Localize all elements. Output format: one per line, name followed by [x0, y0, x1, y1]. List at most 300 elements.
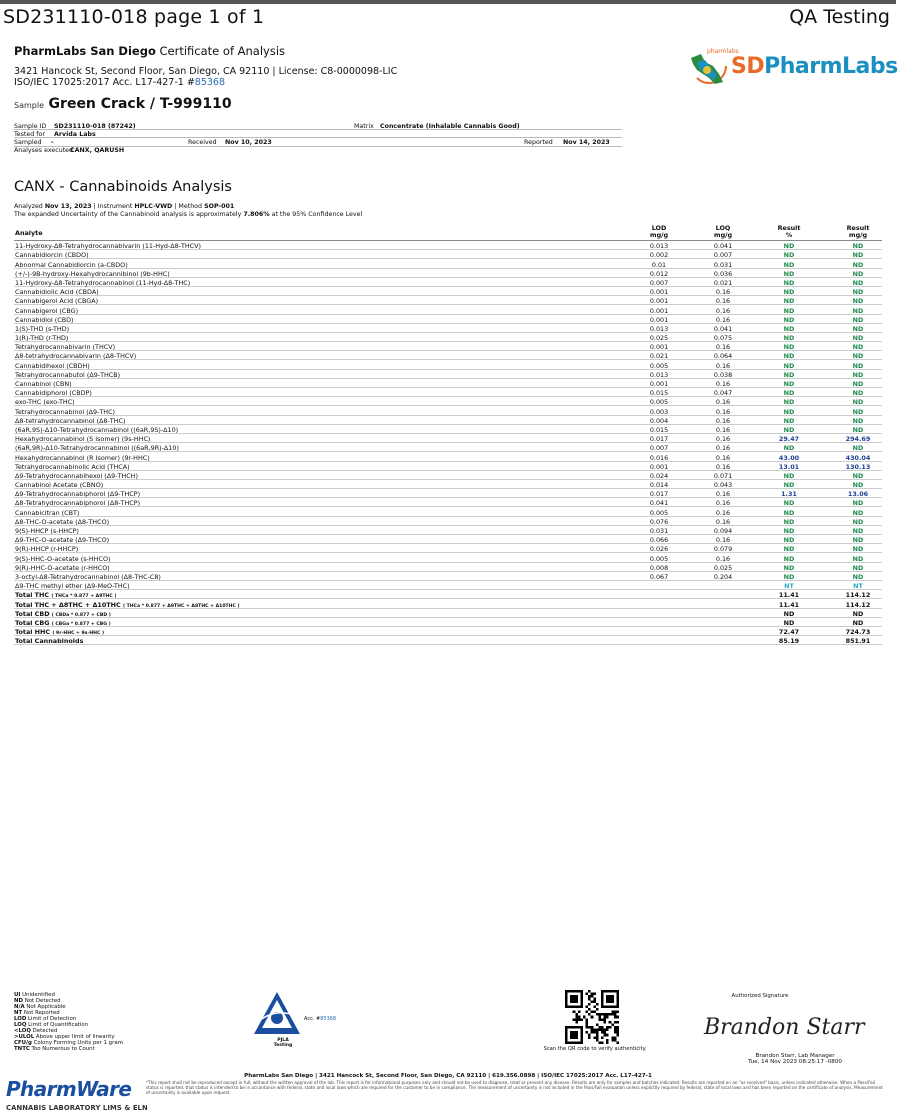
lod-value: 0.067 — [649, 572, 669, 581]
result-percent: ND — [783, 508, 795, 517]
table-row — [14, 535, 882, 544]
logo-sd: SD — [731, 54, 765, 79]
result-percent: ND — [783, 260, 795, 269]
result-percent: ND — [783, 334, 795, 343]
verification-qr-code[interactable] — [565, 990, 619, 1044]
total-formula: ( CBGa * 0.877 + CBG ) — [51, 621, 111, 627]
lod-value: 0.01 — [651, 260, 667, 269]
result-mg-per-g: ND — [852, 352, 864, 361]
sample-label: Sample — [14, 101, 44, 110]
result-percent: ND — [783, 471, 795, 480]
qr-caption: Scan the QR code to verify authenticity. — [543, 1046, 647, 1052]
total-mg-per-g: 851.91 — [845, 637, 871, 646]
tested-for-value: Arvida Labs — [54, 130, 96, 138]
lod-value: 0.021 — [649, 352, 669, 361]
result-percent: ND — [783, 407, 795, 416]
sample-heading — [14, 96, 232, 112]
sample-name: Green Crack / T-999110 — [48, 96, 232, 112]
loq-value: 0.071 — [713, 471, 733, 480]
analyte-name: Tetrahydrocannabinolic Acid (THCA) — [15, 462, 130, 471]
lod-value: 0.024 — [649, 471, 669, 480]
certificate-label: Certificate of Analysis — [159, 44, 286, 58]
lod-value: 0.005 — [649, 508, 669, 517]
table-row — [14, 269, 882, 278]
lod-value: 0.002 — [649, 251, 669, 260]
legend-meaning: Not Applicable — [26, 1004, 66, 1010]
result-mg-per-g: 130.13 — [845, 462, 871, 471]
lab-address — [14, 66, 397, 88]
qa-testing-header: QA Testing — [789, 6, 890, 28]
analyte-name: Cannabinol (CBN) — [15, 380, 72, 388]
result-mg-per-g: ND — [852, 370, 864, 379]
table-row — [14, 443, 882, 452]
table-header — [14, 224, 882, 241]
result-mg-per-g: ND — [852, 407, 864, 416]
uncertainty-note — [14, 211, 362, 219]
lod-value: 0.001 — [649, 315, 669, 324]
loq-value: 0.041 — [713, 324, 733, 333]
signatory-name: Brandon Starr, Lab Manager — [755, 1053, 835, 1059]
result-mg-per-g: ND — [852, 416, 864, 425]
result-percent: ND — [783, 352, 795, 361]
header-result-mg: Result mg/g — [846, 224, 870, 239]
analyte-name: (+/-)-9B-hydroxy-Hexahydrocannibinol (9b-HHC) — [15, 269, 170, 278]
total-label: Total THC — [15, 591, 50, 600]
legend-abbr: N/A — [14, 1004, 25, 1010]
section-meta — [14, 203, 362, 218]
header-analyte: Analyte — [15, 229, 43, 237]
analyte-name: 9(S)-HHC-O-acetate (s-HHCO) — [15, 554, 111, 563]
table-body — [14, 241, 882, 645]
lod-value: 0.026 — [649, 545, 669, 554]
received-label: Received — [188, 138, 217, 146]
handwritten-signature — [700, 1010, 880, 1040]
sample-id-label: Sample ID — [14, 122, 47, 130]
loq-value: 0.041 — [713, 242, 733, 251]
result-mg-per-g: ND — [852, 251, 864, 260]
analyte-name: Δ9-Tetrahydrocannabihexol (Δ9-THCH) — [15, 471, 138, 480]
table-row — [14, 471, 882, 480]
reported-label: Reported — [524, 138, 553, 146]
result-percent: ND — [783, 315, 795, 324]
pharmware-logo — [6, 1077, 148, 1113]
result-mg-per-g: ND — [852, 288, 864, 297]
total-percent: 11.41 — [778, 591, 800, 600]
total-label: Total THC + Δ8THC + Δ10THC — [15, 600, 121, 609]
result-mg-per-g: ND — [852, 481, 864, 490]
result-mg-per-g: ND — [852, 343, 864, 352]
footer-address: PharmLabs San Diego | 3421 Hancock St, Second Floor, San Diego, CA 92110 | 619.356.0898 | ISO/IEC 17025:2017 Acc. L17-427-1 — [244, 1073, 652, 1079]
table-row — [14, 563, 882, 572]
report-id-header: SD231110-018 page 1 of 1 — [3, 6, 265, 28]
lod-value: 0.003 — [649, 407, 669, 416]
analyses-label: Analyses executed — [14, 147, 74, 155]
total-label: Total HHC — [15, 628, 51, 637]
lod-value: 0.007 — [649, 278, 669, 287]
table-row — [14, 498, 882, 507]
lod-value: 0.016 — [649, 453, 669, 462]
info-row-tested-for — [14, 130, 622, 138]
lod-value: 0.001 — [649, 297, 669, 306]
table-row — [14, 370, 882, 379]
lod-value: 0.013 — [649, 370, 669, 379]
total-percent: 72.47 — [778, 628, 800, 637]
analyte-name: 1(S)-THD (s-THD) — [15, 324, 70, 333]
header-lod: LOD mg/g — [649, 224, 669, 239]
analyte-name: Tetrahydrocannabivarin (THCV) — [15, 343, 116, 352]
table-row — [14, 406, 882, 415]
pjla-number: 85368 — [320, 1016, 337, 1022]
loq-value: 0.16 — [715, 435, 731, 444]
table-row — [14, 462, 882, 471]
result-percent: ND — [783, 269, 795, 278]
uncertainty-suffix: at the 95% Confidence Level — [271, 210, 363, 218]
instrument-label: | Instrument — [93, 203, 133, 210]
loq-value: 0.16 — [715, 554, 731, 563]
instrument-value: HPLC-VWD — [134, 203, 173, 210]
loq-value: 0.16 — [715, 315, 731, 324]
legend-meaning: Not Detected — [24, 998, 61, 1004]
analyte-name: Δ9-THC methyl ether (Δ9-MeO-THC) — [15, 582, 130, 591]
total-formula: ( THCa * 0.877 + Δ9THC ) — [51, 594, 117, 600]
analyte-name: Δ8-tetrahydrocannabivarin (Δ8-THCV) — [15, 352, 137, 361]
address-line-1: 3421 Hancock St, Second Floor, San Diego, CA 92110 | License: C8-0000098-LIC — [14, 66, 398, 77]
method-value: SOP-001 — [204, 203, 235, 210]
result-percent: 29.47 — [778, 435, 800, 444]
table-row — [14, 416, 882, 425]
analyte-name: Cannabigerol Acid (CBGA) — [15, 297, 99, 306]
table-row — [14, 342, 882, 351]
table-row — [14, 544, 882, 553]
loq-value: 0.16 — [715, 490, 731, 499]
analyte-name: Δ8-Tetrahydrocannabiphorol (Δ8-THCP) — [15, 499, 141, 508]
loq-value: 0.16 — [715, 444, 731, 453]
total-row — [14, 599, 882, 608]
result-percent: ND — [783, 416, 795, 425]
analyte-name: 3-octyl-Δ8-Tetrahydrocannabinol (Δ8-THC-C8) — [15, 572, 161, 581]
total-name — [15, 591, 116, 599]
pharmware-wordmark: PharmWare — [6, 1077, 132, 1101]
result-mg-per-g: ND — [852, 444, 864, 453]
table-row — [14, 287, 882, 296]
legend-meaning: Above upper limit of linearity — [35, 1034, 115, 1040]
received-value: Nov 10, 2023 — [225, 138, 272, 146]
loq-value: 0.16 — [715, 380, 731, 388]
lod-value: 0.001 — [649, 306, 669, 315]
result-mg-per-g: 430.04 — [845, 453, 871, 462]
loq-value: 0.16 — [715, 306, 731, 315]
total-name — [15, 637, 83, 645]
result-percent: ND — [783, 361, 795, 370]
result-mg-per-g: ND — [852, 517, 864, 526]
table-row — [14, 259, 882, 268]
pjla-label: PJLA Testing — [273, 1038, 293, 1048]
result-mg-per-g: ND — [852, 278, 864, 287]
lab-title — [14, 44, 285, 58]
result-mg-per-g: ND — [852, 389, 864, 398]
result-percent: NT — [784, 582, 794, 591]
loq-value: 0.075 — [713, 334, 733, 343]
sample-id: SD231110-018 (87242) — [54, 122, 136, 130]
total-mg-per-g: 114.12 — [845, 600, 871, 609]
legend — [14, 992, 123, 1052]
loq-value: 0.16 — [715, 536, 731, 545]
header-result-pct: Result % — [777, 224, 801, 239]
loq-value: 0.16 — [715, 508, 731, 517]
result-percent: ND — [783, 527, 795, 535]
table-row — [14, 379, 882, 388]
table-row — [14, 250, 882, 259]
loq-value: 0.021 — [713, 278, 733, 287]
loq-value: 0.043 — [713, 481, 733, 490]
lod-value: 0.013 — [649, 242, 669, 251]
lod-value: 0.017 — [649, 490, 669, 499]
analyte-name: 1(R)-THD (r-THD) — [15, 334, 69, 343]
table-row — [14, 480, 882, 489]
total-label: Total CBD — [15, 609, 50, 618]
total-name — [15, 628, 104, 636]
loq-value: 0.064 — [713, 352, 733, 361]
analyte-name: (6aR,9S)-Δ10-Tetrahydrocannabinol ((6aR,9S)-Δ10) — [15, 425, 179, 434]
result-percent: 43.00 — [778, 453, 800, 462]
sampled-value: - — [51, 138, 54, 146]
logo-pharmlabs: PharmLabs — [764, 54, 898, 79]
table-row — [14, 315, 882, 324]
result-mg-per-g: 13.06 — [847, 490, 869, 499]
total-label: Total CBG — [15, 618, 50, 627]
lod-value: 0.005 — [649, 398, 669, 407]
table-row — [14, 489, 882, 498]
lod-value: 0.031 — [649, 527, 669, 535]
uncertainty-value: 7.806% — [243, 210, 270, 218]
address-line-2 — [14, 77, 397, 88]
loq-value: 0.16 — [715, 453, 731, 462]
result-percent: ND — [783, 288, 795, 297]
loq-value: 0.16 — [715, 499, 731, 508]
total-mg-per-g: ND — [852, 609, 864, 618]
pjla-accreditation-badge — [252, 990, 392, 1050]
analyte-name: Δ8-tetrahydrocannabinol (Δ8-THC) — [15, 416, 126, 425]
sdpharmlabs-logo — [683, 44, 898, 90]
result-percent: ND — [783, 425, 795, 434]
lod-value: 0.015 — [649, 425, 669, 434]
result-percent: ND — [783, 242, 795, 251]
result-mg-per-g: ND — [852, 563, 864, 572]
total-percent: ND — [783, 609, 795, 618]
analyte-name: (6aR,9R)-Δ10-Tetrahydrocannabinol ((6aR,9R)-Δ10) — [15, 444, 179, 453]
result-percent: ND — [783, 343, 795, 352]
result-mg-per-g: ND — [852, 398, 864, 407]
result-mg-per-g: ND — [852, 306, 864, 315]
table-row — [14, 360, 882, 369]
loq-value: 0.16 — [715, 425, 731, 434]
sampled-label: Sampled — [14, 138, 42, 146]
result-mg-per-g: ND — [852, 572, 864, 581]
lod-value: 0.001 — [649, 462, 669, 471]
lod-value: 0.007 — [649, 444, 669, 453]
analyte-name: 11-Hydroxy-Δ8-Tetrahydrocannabinol (11-Hyd-Δ8-THC) — [15, 278, 191, 287]
result-percent: ND — [783, 536, 795, 545]
reported-value: Nov 14, 2023 — [563, 138, 610, 146]
loq-value: 0.204 — [713, 572, 733, 581]
analyzed-date: Nov 13, 2023 — [44, 203, 92, 210]
logo-wordmark — [731, 54, 898, 79]
result-percent: ND — [783, 572, 795, 581]
analyte-name: Cannabinol Acetate (CBNO) — [15, 481, 104, 490]
total-row — [14, 627, 882, 636]
analyte-name: 9(R)-HHC-O-acetate (r-HHCO) — [15, 563, 110, 572]
result-percent: ND — [783, 306, 795, 315]
lod-value: 0.004 — [649, 416, 669, 425]
table-row — [14, 553, 882, 562]
analyte-name: Cannabidiolic Acid (CBDA) — [15, 288, 99, 297]
signatory — [700, 1053, 890, 1066]
total-name — [15, 601, 240, 609]
table-row — [14, 333, 882, 342]
analyte-name: Cannabidiorcin (CBDO) — [15, 251, 89, 260]
info-row-dates — [14, 138, 622, 146]
result-percent: ND — [783, 297, 795, 306]
lod-value: 0.001 — [649, 343, 669, 352]
matrix-value: Concentrate (Inhalable Cannabis Good) — [380, 122, 520, 130]
result-mg-per-g: NT — [853, 582, 863, 591]
result-percent: ND — [783, 563, 795, 572]
result-mg-per-g: ND — [852, 324, 864, 333]
analyte-name: Cannabidiol (CBD) — [15, 315, 74, 324]
total-mg-per-g: 114.12 — [845, 591, 871, 600]
loq-value: 0.16 — [715, 517, 731, 526]
lod-value: 0.005 — [649, 361, 669, 370]
result-percent: ND — [783, 324, 795, 333]
result-mg-per-g: ND — [852, 242, 864, 251]
table-row — [14, 581, 882, 590]
result-percent: ND — [783, 370, 795, 379]
loq-value: 0.025 — [713, 563, 733, 572]
total-name — [15, 610, 111, 618]
lod-value: 0.001 — [649, 288, 669, 297]
table-row — [14, 526, 882, 535]
analysis-details — [14, 203, 362, 211]
analyte-name: Δ8-THC-O-acetate (Δ8-THCO) — [15, 517, 110, 526]
analyte-name: Cannabicitran (CBT) — [15, 508, 80, 517]
total-mg-per-g: 724.73 — [845, 628, 871, 637]
lab-name: PharmLabs San Diego — [14, 44, 156, 58]
legend-meaning: Detected — [32, 1028, 58, 1034]
matrix-label: Matrix — [354, 122, 374, 130]
analyses-value: CANX, QARUSH — [70, 147, 125, 155]
method-label: | Method — [174, 203, 203, 210]
result-mg-per-g: ND — [852, 536, 864, 545]
lod-value: 0.001 — [649, 380, 669, 388]
result-mg-per-g: ND — [852, 334, 864, 343]
accreditation-link[interactable]: 85368 — [194, 77, 226, 88]
info-row-analyses — [14, 147, 622, 155]
legend-abbr: <LOQ — [14, 1028, 31, 1034]
result-percent: ND — [783, 389, 795, 398]
analyte-name: Δ9-Tetrahydrocannabiphorol (Δ9-THCP) — [15, 490, 141, 499]
lod-value: 0.015 — [649, 389, 669, 398]
analyte-name: exo-THC (exo-THC) — [15, 398, 75, 407]
table-row — [14, 324, 882, 333]
pjla-logo-icon — [252, 990, 302, 1038]
legend-meaning: Limit of Detection — [28, 1016, 77, 1022]
signature-caption: Authorized Signature — [731, 993, 789, 999]
table-row — [14, 397, 882, 406]
result-mg-per-g: ND — [852, 380, 864, 388]
signature-date: Tue, 14 Nov 2023 08:25:17 -0800 — [748, 1059, 842, 1066]
legend-abbr: >ULOL — [14, 1034, 35, 1040]
table-row — [14, 296, 882, 305]
lod-value: 0.076 — [649, 517, 669, 526]
total-name — [15, 619, 111, 627]
result-mg-per-g: ND — [852, 269, 864, 278]
analyte-name: 11-Hydroxy-Δ8-Tetrahydrocannabivarin (11-Hyd-Δ8-THCV) — [15, 242, 201, 251]
legend-meaning: Unidentified — [22, 992, 55, 998]
legend-abbr: LOD — [14, 1016, 27, 1022]
result-mg-per-g: ND — [852, 527, 864, 535]
lod-value: 0.025 — [649, 334, 669, 343]
analyte-name: Tetrahydrocannabinol (Δ9-THC) — [15, 407, 116, 416]
loq-value: 0.007 — [713, 251, 733, 260]
analyzed-label: Analyzed — [14, 203, 43, 210]
lod-value: 0.005 — [649, 554, 669, 563]
table-row — [14, 305, 882, 314]
lod-value: 0.014 — [649, 481, 669, 490]
legend-abbr: CFU/g — [14, 1040, 32, 1046]
legend-abbr: NT — [14, 1010, 23, 1016]
loq-value: 0.16 — [715, 343, 731, 352]
legend-abbr: ND — [14, 998, 23, 1004]
logo-arc-text: pharmlabs — [707, 48, 739, 55]
analyte-name: Cannabigerol (CBG) — [15, 306, 79, 315]
total-row — [14, 609, 882, 618]
result-mg-per-g: ND — [852, 315, 864, 324]
analyte-name: Cannabidihexol (CBDH) — [15, 361, 90, 370]
loq-value: 0.16 — [715, 297, 731, 306]
legend-abbr: TNTC — [14, 1046, 30, 1052]
lod-value: 0.013 — [649, 324, 669, 333]
result-mg-per-g: ND — [852, 554, 864, 563]
california-map-icon — [683, 44, 739, 90]
loq-value: 0.16 — [715, 416, 731, 425]
loq-value: 0.16 — [715, 462, 731, 471]
legend-abbr: LOQ — [14, 1022, 27, 1028]
loq-value: 0.16 — [715, 288, 731, 297]
table-row — [14, 425, 882, 434]
legend-meaning: Not Reported — [23, 1010, 60, 1016]
loq-value: 0.16 — [715, 407, 731, 416]
result-percent: ND — [783, 444, 795, 453]
lod-value: 0.066 — [649, 536, 669, 545]
accreditation-text: ISO/IEC 17025:2017 Acc. L17-427-1 # — [14, 77, 195, 88]
analyte-name: Tetrahydrocannabutol (Δ9-THCB) — [15, 370, 121, 379]
info-row-id — [14, 122, 622, 130]
result-percent: ND — [783, 517, 795, 526]
total-label: Total Cannabinoids — [15, 637, 84, 646]
total-percent: 85.19 — [778, 637, 800, 646]
table-row — [14, 241, 882, 250]
header-loq: LOQ mg/g — [713, 224, 733, 239]
legend-abbr: UI — [14, 992, 21, 998]
table-row — [14, 452, 882, 461]
legend-meaning: Too Numerous to Count — [31, 1046, 95, 1052]
result-percent: ND — [783, 499, 795, 508]
table-row — [14, 434, 882, 443]
result-percent: ND — [783, 554, 795, 563]
result-percent: ND — [783, 278, 795, 287]
legend-meaning: Limit of Quantification — [28, 1022, 89, 1028]
result-mg-per-g: ND — [852, 508, 864, 517]
